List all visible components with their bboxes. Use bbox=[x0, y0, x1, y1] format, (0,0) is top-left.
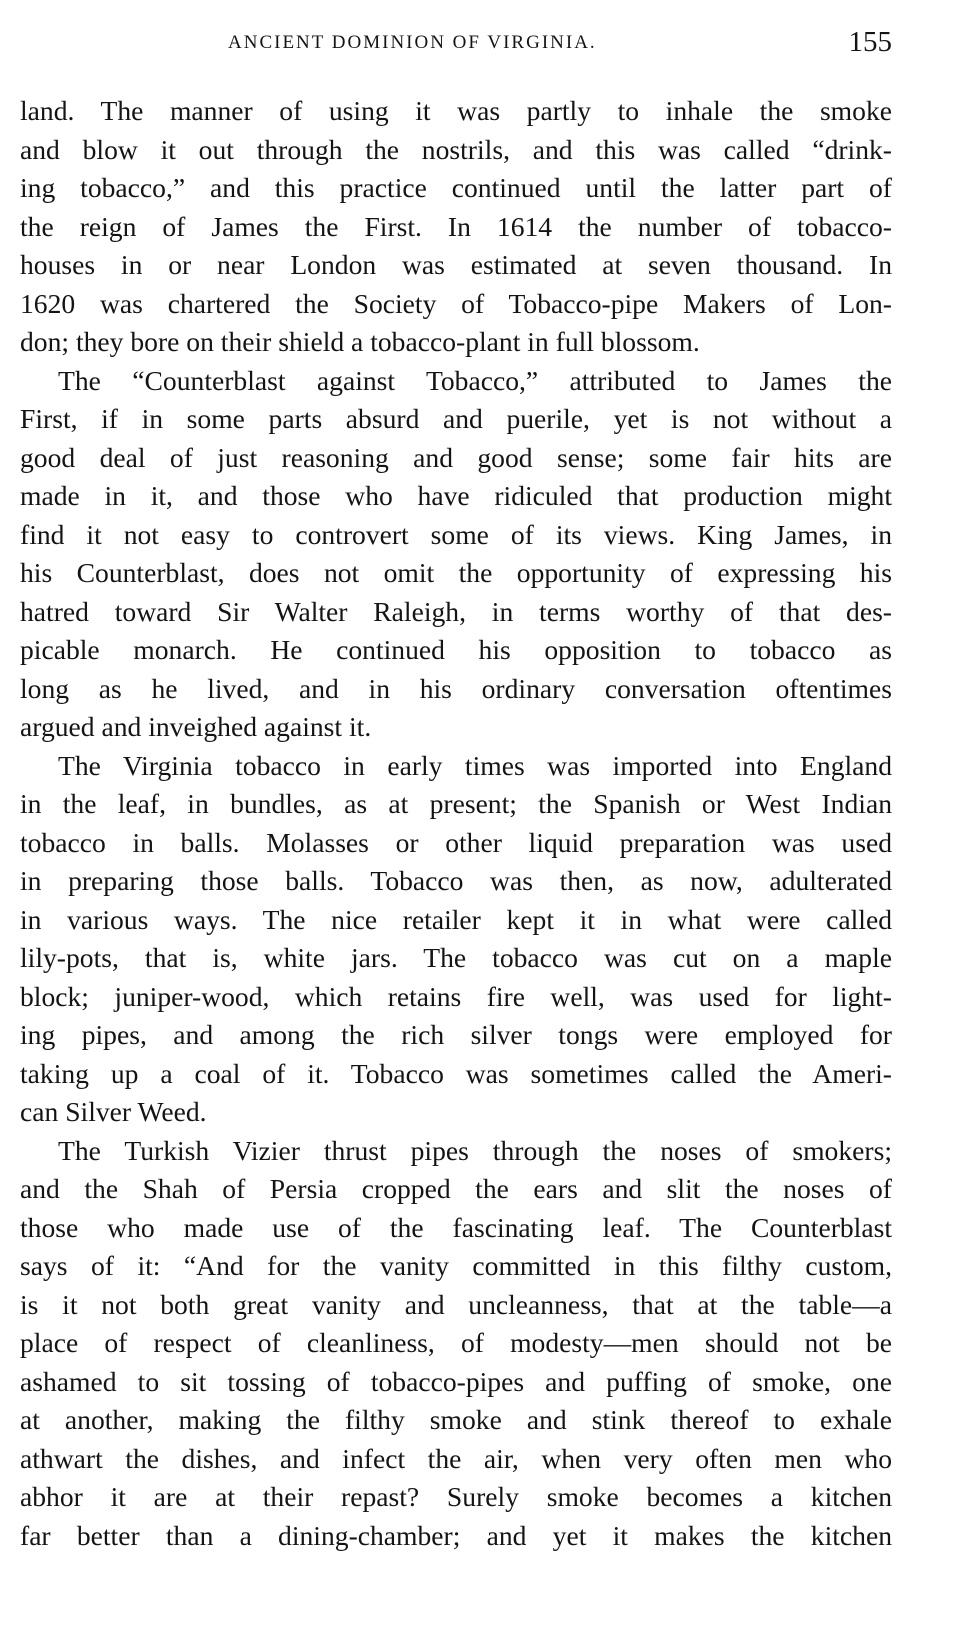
text-line: land. The manner of using it was partly to inhale the smoke bbox=[20, 95, 892, 126]
text-line: says of it: “And for the vanity committed in this filthy custom, bbox=[20, 1250, 892, 1281]
text-line: taking up a coal of it. Tobacco was sometimes called the Ameri- bbox=[20, 1057, 892, 1089]
text-line: The “Counterblast against Tobacco,” attributed to James the bbox=[58, 364, 892, 396]
text-line: hatred toward Sir Walter Raleigh, in terms worthy of that des- bbox=[20, 595, 892, 627]
text-line: picable monarch. He continued his opposition to tobacco as bbox=[20, 634, 892, 665]
text-line: and the Shah of Persia cropped the ears and slit the noses of bbox=[20, 1173, 892, 1204]
text-line: First, if in some parts absurd and puerile, yet is not without a bbox=[20, 403, 892, 434]
text-line: long as he lived, and in his ordinary conversation oftentimes bbox=[20, 672, 892, 704]
text-line: his Counterblast, does not omit the opportunity of expressing his bbox=[20, 557, 892, 588]
text-line: good deal of just reasoning and good sense; some fair hits are bbox=[20, 441, 892, 473]
text-line: athwart the dishes, and infect the air, when very often men who bbox=[20, 1442, 892, 1474]
text-line: and blow it out through the nostrils, and this was called “drink- bbox=[20, 133, 892, 165]
text-line: argued and inveighed against it. bbox=[20, 711, 372, 742]
text-line: The Virginia tobacco in early times was imported into England bbox=[58, 749, 892, 781]
text-line: those who made use of the fascinating leaf. The Counterblast bbox=[20, 1211, 892, 1243]
text-line: The Turkish Vizier thrust pipes through the noses of smokers; bbox=[58, 1134, 892, 1166]
text-line: the reign of James the First. In 1614 the number of tobacco- bbox=[20, 210, 892, 242]
text-line: lily-pots, that is, white jars. The tobacco was cut on a maple bbox=[20, 942, 892, 973]
text-line: ing tobacco,” and this practice continued until the latter part of bbox=[20, 172, 892, 203]
text-line: in various ways. The nice retailer kept it in what were called bbox=[20, 903, 892, 935]
text-line: abhor it are at their repast? Surely smoke becomes a kitchen bbox=[20, 1481, 892, 1512]
text-line: 1620 was chartered the Society of Tobacco-pipe Makers of Lon- bbox=[20, 287, 892, 319]
text-line: can Silver Weed. bbox=[20, 1096, 207, 1127]
text-line: is it not both great vanity and uncleanness, that at the table—a bbox=[20, 1288, 892, 1320]
text-line: in preparing those balls. Tobacco was then, as now, adulterated bbox=[20, 865, 892, 896]
text-line: in the leaf, in bundles, as at present; the Spanish or West Indian bbox=[20, 788, 892, 819]
text-line: at another, making the filthy smoke and stink thereof to exhale bbox=[20, 1404, 892, 1435]
text-line: don; they bore on their shield a tobacco-plant in full blossom. bbox=[20, 326, 700, 357]
page-number: 155 bbox=[848, 26, 892, 58]
text-line: tobacco in balls. Molasses or other liquid preparation was used bbox=[20, 826, 892, 858]
text-line: made in it, and those who have ridiculed that production might bbox=[20, 480, 892, 511]
text-line: far better than a dining-chamber; and yet it makes the kitchen bbox=[20, 1519, 892, 1551]
text-line: houses in or near London was estimated at seven thousand. In bbox=[20, 249, 892, 280]
text-line: ashamed to sit tossing of tobacco-pipes and puffing of smoke, one bbox=[20, 1365, 892, 1397]
body-text bbox=[20, 92, 892, 1555]
text-line: block; juniper-wood, which retains fire well, was used for light- bbox=[20, 980, 892, 1012]
text-line: place of respect of cleanliness, of modesty—men should not be bbox=[20, 1327, 892, 1358]
running-title: ANCIENT DOMINION OF VIRGINIA. bbox=[228, 32, 597, 53]
text-line: ing pipes, and among the rich silver tongs were employed for bbox=[20, 1019, 892, 1050]
running-head bbox=[20, 26, 892, 62]
text-line: find it not easy to controvert some of its views. King James, in bbox=[20, 518, 892, 550]
